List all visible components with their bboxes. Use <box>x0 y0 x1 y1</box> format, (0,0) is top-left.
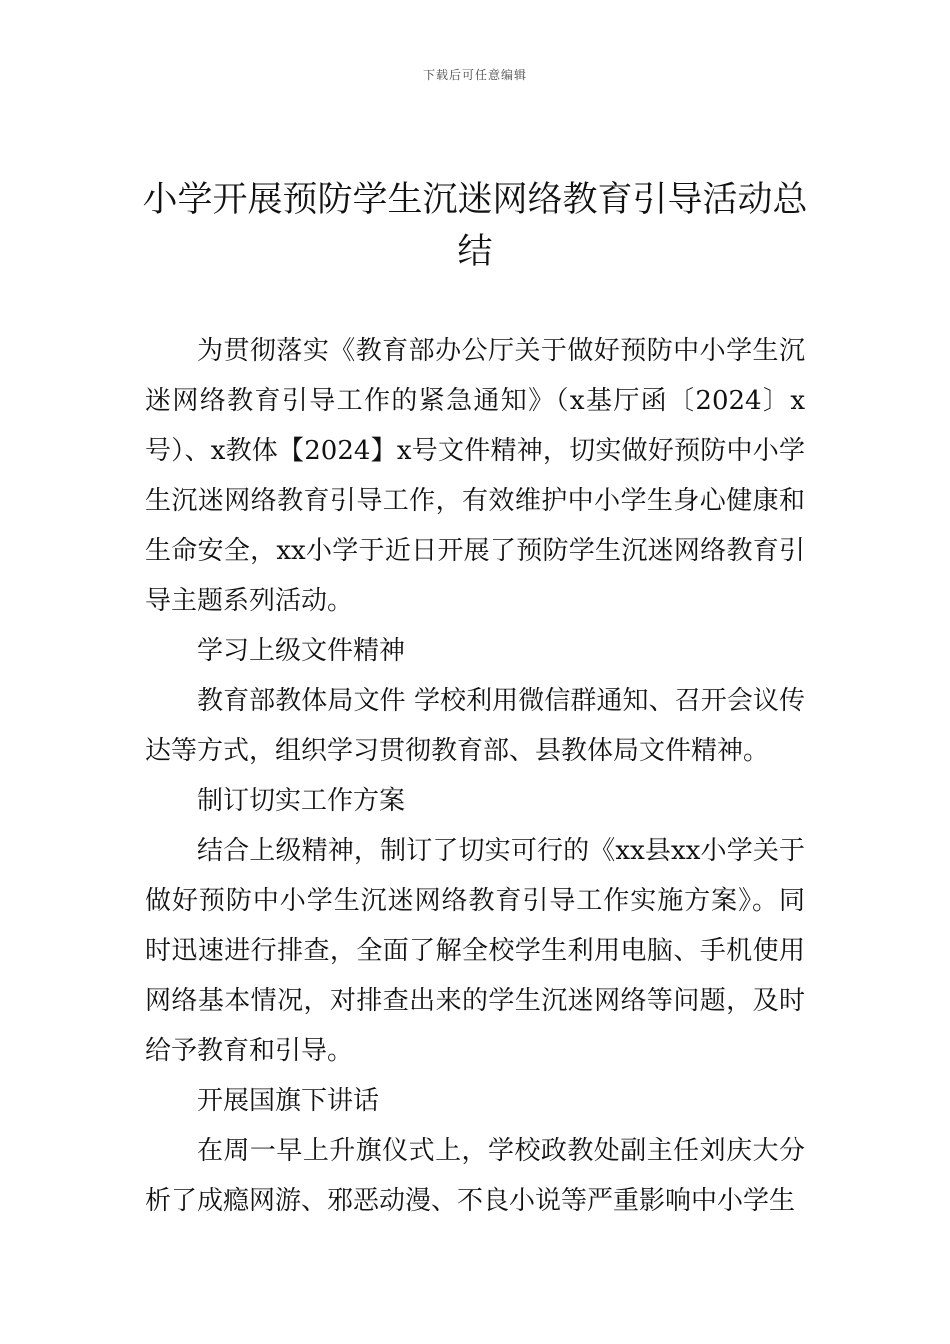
document-title: 小学开展预防学生沉迷网络教育引导活动总结 <box>142 180 808 272</box>
intro-paragraph: 为贯彻落实《教育部办公厅关于做好预防中小学生沉迷网络教育引导工作的紧急通知》（x基厅函〔2024〕x号）、x教体【2024】x号文件精神，切实做好预防中小学生沉迷网络教育引导工作，有效维护中小学生身心健康和生命安全，xx小学于近日开展了预防学生沉迷网络教育引导主题系列活动。 <box>145 336 805 616</box>
flag-speech-paragraph: 在周一早上升旗仪式上，学校政教处副主任刘庆大分析了成瘾网游、邪恶动漫、不良小说等严重影响中小学生 <box>145 1136 805 1216</box>
section-heading-plan: 制订切实工作方案 <box>197 786 406 816</box>
section-heading-flag-speech: 开展国旗下讲话 <box>197 1086 380 1116</box>
section-heading-study: 学习上级文件精神 <box>197 636 406 666</box>
plan-paragraph: 结合上级精神，制订了切实可行的《xx县xx小学关于做好预防中小学生沉迷网络教育引导工作实施方案》。同时迅速进行排查，全面了解全校学生利用电脑、手机使用网络基本情况，对排查出来的学生沉迷网络等问题，及时给予教育和引导。 <box>145 836 805 1066</box>
study-paragraph: 教育部教体局文件 学校利用微信群通知、召开会议传达等方式，组织学习贯彻教育部、县教体局文件精神。 <box>145 686 805 766</box>
document-body <box>145 326 805 1226</box>
header-note: 下载后可任意编辑 <box>422 68 527 82</box>
